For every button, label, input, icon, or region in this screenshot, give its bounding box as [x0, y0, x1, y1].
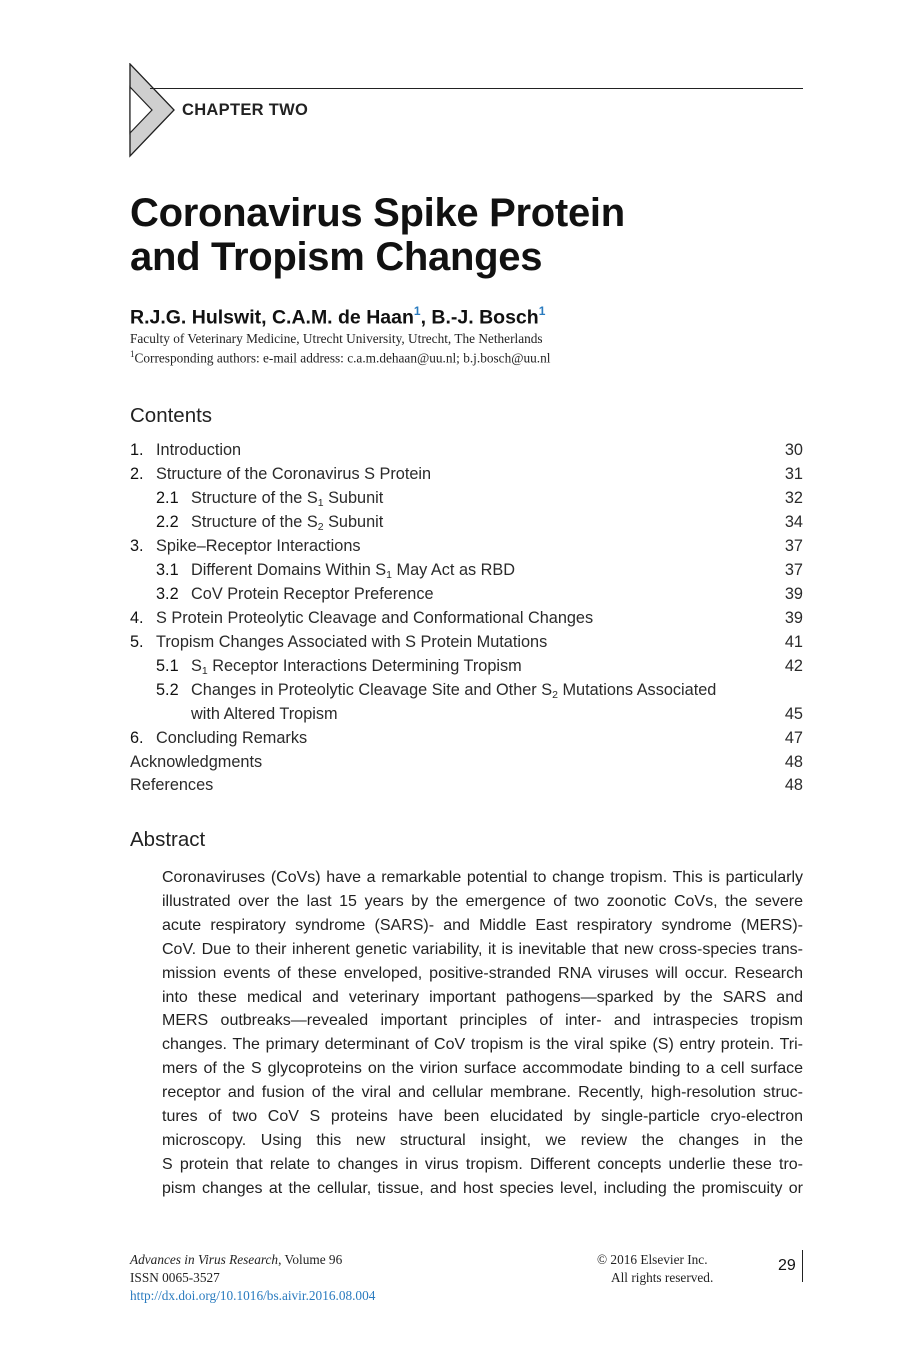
toc-entry[interactable] [0, 681, 901, 705]
toc-entry-number: 3.1 [156, 561, 179, 579]
toc-entry-page: 34 [784, 513, 803, 531]
toc-entry-page: 30 [784, 441, 803, 459]
toc-entry-title [156, 729, 307, 748]
title-line-2: and Tropism Changes [130, 235, 543, 279]
toc-entry[interactable] [0, 753, 901, 777]
toc-title-subscript: 1 [201, 665, 208, 677]
toc-entry-title [191, 489, 383, 508]
title-line-1: Coronavirus Spike Protein [130, 191, 625, 235]
corresponding-authors [130, 349, 550, 366]
abstract-line: mission events of these enveloped, positive-stranded RNA viruses will occur. Research [162, 964, 803, 982]
abstract-line: mers of the S glycoproteins on the virion surface accommodate binding to a cell surface [162, 1060, 803, 1078]
toc-entry-page: 42 [784, 657, 803, 675]
toc-entry-title [130, 753, 262, 772]
toc-entry[interactable] [0, 609, 901, 633]
toc-entry-title [191, 657, 522, 676]
abstract-body [162, 866, 803, 1201]
toc-entry-page: 39 [784, 609, 803, 627]
toc-entry-title [156, 609, 593, 628]
toc-title-subscript: 2 [552, 689, 558, 701]
toc-title-text: Mutations Associated [557, 681, 717, 699]
footer-rights: All rights reserved. [611, 1270, 714, 1285]
toc-entry[interactable] [0, 776, 901, 800]
author-list [130, 305, 545, 330]
toc-entry-title [130, 776, 213, 795]
toc-title-text: Spike–Receptor Interactions [156, 537, 361, 555]
chapter-rule [150, 88, 803, 89]
toc-title-subscript: 1 [386, 569, 392, 581]
abstract-heading: Abstract [130, 828, 206, 851]
page-number: 29 [778, 1257, 796, 1274]
toc-entry-title [156, 633, 547, 652]
toc-title-subscript: 1 [317, 497, 324, 509]
footer-doi-link[interactable]: http://dx.doi.org/10.1016/bs.aivir.2016.08.004 [130, 1288, 376, 1303]
author-footnote-mark[interactable]: 1 [538, 304, 546, 318]
author-bosch: B.-J. Bosch [431, 306, 539, 329]
toc-entry-page: 39 [784, 585, 803, 603]
toc-title-text: Introduction [156, 441, 242, 459]
toc-entry-title [191, 681, 716, 700]
page-number-rule [802, 1250, 803, 1282]
toc-title-text: Structure of the Coronavirus S Protein [156, 465, 432, 483]
toc-title-text: Structure of the S [191, 489, 318, 507]
paper-title [130, 191, 625, 279]
author-separator: , [420, 306, 432, 329]
footer-copyright: © 2016 Elsevier Inc. [597, 1252, 708, 1267]
author-hulswit: R.J.G. Hulswit, [130, 306, 272, 329]
toc-entry-page: 32 [784, 489, 803, 507]
toc-title-text: Structure of the S [191, 513, 318, 531]
author-de-haan: C.A.M. de Haan [271, 306, 414, 329]
toc-entry-page: 47 [784, 729, 803, 747]
toc-title-text: S Protein Proteolytic Cleavage and Conformational Changes [156, 609, 594, 627]
toc-title-subscript: 2 [317, 521, 324, 533]
toc-title-text: S [191, 657, 202, 675]
abstract-line: illustrated over the last 15 years by the emergence of two zoonotic CoVs, the severe [162, 892, 803, 910]
toc-title-text: Subunit [323, 489, 384, 507]
abstract-line: Coronaviruses (CoVs) have a remarkable potential to change tropism. This is particularly [162, 869, 803, 886]
toc-title-text: Different Domains Within S [191, 561, 387, 579]
toc-title-text: with Altered Tropism [191, 705, 338, 723]
toc-entry-number: 5. [130, 633, 144, 651]
toc-title-text: CoV Protein Receptor Preference [191, 585, 434, 603]
toc-entry[interactable] [0, 537, 901, 561]
chapter-label: CHAPTER TWO [182, 101, 309, 119]
toc-title-text: May Act as RBD [392, 561, 516, 579]
abstract-line: into these medical and veterinary important pathogens—sparked by the SARS and [162, 988, 803, 1006]
toc-title-text: Concluding Remarks [156, 729, 308, 747]
toc-entry-page: 37 [784, 537, 803, 555]
toc-entry[interactable] [0, 705, 901, 729]
toc-entry[interactable] [0, 513, 901, 537]
toc-title-text: Acknowledgments [130, 753, 263, 771]
footer-issn: ISSN 0065-3527 [130, 1270, 220, 1285]
toc-title-text: Subunit [323, 513, 384, 531]
toc-entry-number: 5.1 [156, 657, 179, 675]
toc-entry-page: 41 [784, 633, 803, 651]
toc-title-text: Changes in Proteolytic Cleavage Site and Other S [191, 681, 553, 699]
toc-entry[interactable] [0, 561, 901, 585]
abstract-line: CoV. Due to their inherent genetic variability, it is inevitable that new cross-species trans- [162, 940, 803, 958]
toc-title-text: Receptor Interactions Determining Tropism [207, 657, 522, 675]
toc-entry[interactable] [0, 465, 901, 489]
toc-entry[interactable] [0, 657, 901, 681]
toc-entry-number: 1. [130, 441, 144, 459]
footer-journal [130, 1252, 342, 1268]
toc-entry-title [156, 465, 431, 484]
chapter-chevron-icon [128, 63, 178, 159]
toc-entry-page: 48 [784, 753, 803, 771]
toc-entry-number: 3.2 [156, 585, 179, 603]
toc-entry[interactable] [0, 633, 901, 657]
toc-entry-page: 45 [784, 705, 803, 723]
journal-volume: , Volume 96 [278, 1252, 343, 1267]
toc-entry-number: 5.2 [156, 681, 179, 699]
contents-heading: Contents [130, 404, 213, 427]
toc-entry-number: 2.1 [156, 489, 179, 507]
abstract-line: acute respiratory syndrome (SARS)- and Middle East respiratory syndrome (MERS)- [162, 916, 803, 934]
corresponding-text: Corresponding authors: e-mail address: c.a.m.dehaan@uu.nl; b.j.bosch@uu.nl [134, 350, 551, 366]
abstract-line: microscopy. Using this new structural insight, we review the changes in the [162, 1131, 803, 1149]
toc-entry[interactable] [0, 489, 901, 513]
toc-entry-page: 48 [784, 776, 803, 794]
toc-entry-number: 6. [130, 729, 144, 747]
abstract-line: MERS outbreaks—revealed important principles of inter- and intraspecies tropism [162, 1012, 803, 1030]
toc-entry-title [191, 705, 338, 724]
abstract-line: pism changes at the cellular, tissue, and host species level, including the promiscuity or [162, 1179, 803, 1197]
toc-entry-title [191, 513, 383, 532]
abstract-line: receptor and fusion of the viral and cellular membrane. Recently, high-resolution struc- [162, 1084, 803, 1102]
abstract-line: tures of two CoV S proteins have been elucidated by single-particle cryo-electron [162, 1108, 803, 1126]
corresponding-mark: 1 [130, 349, 135, 359]
toc-entry-title [156, 441, 241, 460]
toc-entry-page: 37 [784, 561, 803, 579]
toc-entry-title [191, 561, 515, 580]
journal-name: Advances in Virus Research [130, 1252, 279, 1267]
abstract-line: S protein that relate to changes in virus tropism. Different concepts underlie these tro- [162, 1155, 803, 1173]
toc-entry-number: 2.2 [156, 513, 179, 531]
toc-title-text: References [130, 776, 214, 794]
toc-entry[interactable] [0, 441, 901, 465]
toc-entry-title [191, 585, 434, 604]
toc-entry[interactable] [0, 729, 901, 753]
affiliation: Faculty of Veterinary Medicine, Utrecht University, Utrecht, The Netherlands [130, 331, 543, 346]
toc-entry-number: 3. [130, 537, 144, 555]
author-footnote-mark[interactable]: 1 [413, 304, 421, 318]
toc-title-text: Tropism Changes Associated with S Protein Mutations [156, 633, 548, 651]
toc-entry-number: 4. [130, 609, 144, 627]
toc-entry[interactable] [0, 585, 901, 609]
toc-entry-page: 31 [784, 465, 803, 483]
toc-entry-title [156, 537, 361, 556]
toc-entry-number: 2. [130, 465, 144, 483]
abstract-line: changes. The primary determinant of CoV tropism is the viral spike (S) entry protein. Tri- [162, 1036, 803, 1054]
